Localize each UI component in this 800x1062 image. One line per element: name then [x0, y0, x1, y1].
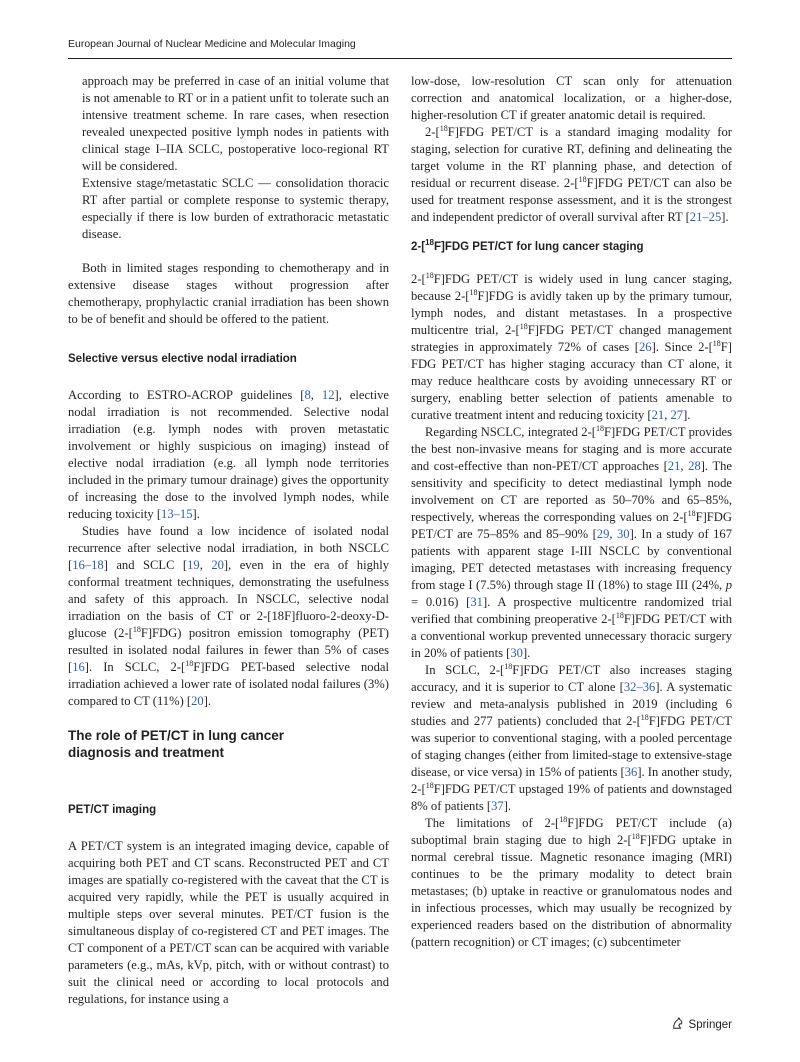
text: According to ESTRO-ACROP guidelines [	[68, 388, 305, 402]
section-heading: Selective versus elective nodal irradiation	[68, 353, 297, 365]
paragraph	[411, 424, 732, 662]
text: Regarding NSCLC, integrated 2-[	[425, 425, 596, 439]
text: ,	[310, 388, 322, 402]
text: low-dose, low-resolution CT scan only for attenuation correction and anatomical localization, or a higher-dose, higher-resolution CT if greater anatomic detail is required.	[411, 74, 732, 122]
publisher-name: Springer	[688, 1018, 732, 1031]
text: F]FDG PET/CT are 75–85% and 85–90% [	[411, 510, 732, 541]
section-heading	[411, 240, 732, 255]
text: F]FDG PET/CT include (a) suboptimal brain staging due to high 2-[	[411, 816, 732, 847]
text: ]. In a study of 167 patients with apparent stage I-III NSCLC by conventional imaging, PET detected metastases with increasing frequency from stage I (7.5%) through stage II (18%) to stage III (24%,	[411, 527, 733, 592]
superscript: 18	[439, 124, 448, 133]
text: = 0.016) [	[411, 595, 471, 609]
text: The limitations of 2-[	[425, 816, 560, 830]
paragraph	[68, 387, 389, 523]
spacer	[411, 226, 732, 240]
superscript: 18	[425, 781, 434, 790]
text: In SCLC, 2-[	[425, 663, 505, 677]
left-column	[68, 73, 389, 1008]
superscript: 18	[712, 339, 721, 348]
text: F]FDG PET/CT was superior to conventional staging, with a pooled percentage of staging changes (either from limited-stage to extensive-stage disease, or vice versa) in 15% of patients [	[411, 714, 732, 779]
paragraph	[411, 662, 732, 815]
citation-link[interactable]: 30	[617, 527, 630, 541]
superscript: 18	[640, 713, 649, 722]
paragraph	[411, 815, 732, 951]
publisher-footer	[671, 1016, 732, 1033]
text: ].	[192, 507, 200, 521]
citation-link[interactable]: 20	[191, 694, 204, 708]
citation-link[interactable]: 16	[72, 660, 85, 674]
citation-link[interactable]: 20	[211, 558, 224, 572]
text: approach may be preferred in case of an initial volume that is not amenable to RT or in a patient unfit to tolerate such an intensive treatment scheme. In rare cases, when resection revealed unexpected positive lymph nodes in patients with clinical stage I–IIA SCLC, postoperative loco-regional RT will be considered.	[82, 74, 389, 173]
paragraph	[68, 73, 389, 175]
text: 2-[	[411, 272, 426, 286]
superscript: 18	[559, 815, 568, 824]
text: F]FDG PET/CT with a conventional workup prevented unnecessary thoracic surgery in 20% of patients [	[411, 612, 732, 660]
text: F]FDG PET/CT upstaged 19% of patients and downstaged 8% of patients [	[411, 782, 732, 813]
superscript: 18	[469, 288, 478, 297]
superscript: 18	[615, 611, 624, 620]
text: ] and SCLC [	[103, 558, 188, 572]
text: Studies have found a low incidence of isolated nodal recurrence after selective nodal irradiation, in both NSCLC [	[68, 524, 389, 572]
citation-link[interactable]: 12	[321, 388, 335, 402]
spacer	[68, 818, 389, 838]
right-column	[411, 73, 732, 951]
text: F]FDG PET/CT can also be used for treatment response assessment, and it is the strongest and independent predictor of overall survival after RT [	[411, 176, 733, 224]
italic-p: p	[725, 578, 732, 592]
text: Both in limited stages responding to chemotherapy and in extensive disease stages without progression after chemotherapy, prophylactic cranial irradiation has been shown to be of benefit and should be offered to the patient.	[68, 261, 389, 326]
section-heading: The role of PET/CT in lung cancer diagnosis and treatment	[68, 728, 285, 760]
citation-link[interactable]: 37	[491, 799, 504, 813]
subsection-heading: PET/CT imaging	[68, 804, 157, 816]
text: F]FDG) positron emission tomography (PET) resulted in isolated nodal failures in fewer than 5% of cases [	[68, 626, 389, 674]
text: ], elective nodal irradiation is not recommended. Selective nodal irradiation (e.g. lymph nodes with proven metastatic involvement or highly suspicious on imaging) instead of elective nodal irradiation (e.g. all lymph node territories included in the primary tumour drainage) gives the opportunity of increasing the dose to the involved lymph nodes, while reducing toxicity [	[68, 388, 390, 521]
text: F]FDG PET/CT is a standard imaging modality for staging, selection for curative RT, defining and delineating the target volume in the RT planning phase, and detection of residual or recurrent disease. 2-[	[411, 125, 732, 190]
text: ]. Since 2-[	[651, 340, 713, 354]
citation-link[interactable]: 31	[470, 595, 483, 609]
text: ]. In SCLC, 2-[	[84, 660, 186, 674]
text: F] FDG PET/CT has higher staging accuracy than CT alone, it may reduce healthcare costs by avoiding unnecessary RT or surgery, enabling better selection of patients amenable to curative treatment intent and reducing toxicity [	[411, 340, 732, 422]
superscript: 18	[504, 662, 513, 671]
paragraph	[411, 124, 732, 226]
text: ].	[721, 210, 729, 224]
citation-link[interactable]: 36	[624, 765, 638, 779]
citation-link[interactable]: 21	[651, 408, 665, 422]
paragraph	[68, 260, 389, 328]
spacer	[411, 255, 732, 271]
citation-link[interactable]: 13–15	[161, 507, 193, 521]
text: F]FDG PET/CT changed management strategies in approximately 72% of cases [	[411, 323, 732, 354]
text: ,	[199, 558, 212, 572]
text: ], even in the era of highly conformal treatment techniques, demonstrating the usefulness and safety of this approach. In NSCLC, selective nodal irradiation on the basis of CT or 2-[18F]fluoro-2-deoxy-D-glucose (2-[	[68, 558, 389, 640]
citation-link[interactable]: 32–36	[623, 680, 656, 694]
paragraph	[68, 838, 389, 1008]
citation-link[interactable]: 29	[596, 527, 610, 541]
citation-link[interactable]: 27	[670, 408, 684, 422]
text: F]FDG is avidly taken up by the primary tumour, lymph nodes, and distant metastases. In a prospective multicentre trial, 2-[	[411, 289, 732, 337]
text: ]. A prospective multicentre randomized trial verified that combining preoperative 2-[	[411, 595, 732, 626]
text: ]. A systematic review and meta-analysis published in 2019 (including 6 studies and 277 patients) concluded that 2-[	[411, 680, 732, 728]
paragraph	[68, 523, 389, 710]
text: ,	[664, 408, 671, 422]
text: ]. In another study, 2-[	[411, 765, 732, 796]
spacer	[68, 328, 389, 352]
citation-link[interactable]: 21–25	[689, 210, 722, 224]
superscript: 18	[132, 625, 141, 634]
citation-link[interactable]: 8	[304, 388, 311, 402]
citation-link[interactable]: 28	[688, 459, 701, 473]
paragraph	[68, 175, 389, 243]
text: A PET/CT system is an integrated imaging device, capable of acquiring both PET and CT scans. Reconstructed PET and CT images are spatially co-registered with the caveat that the CT is acquired very rapidly, while the PET is usually acquired in multiple steps over several minutes. PET/CT fusion is the simultaneous display of co-registered CT and PET images. The CT component of a PET/CT scan can be acquired with variable parameters (e.g., mAs, kVp, pitch, with or without contrast) to suit the clinical need or according to local protocols and regulations, for instance using a	[68, 839, 389, 1006]
text: ].	[503, 799, 512, 813]
superscript: 18	[425, 271, 434, 280]
spacer	[68, 710, 389, 727]
header-rule	[68, 58, 732, 59]
superscript: 18	[687, 509, 696, 518]
citation-link[interactable]: 30	[510, 646, 523, 660]
citation-link[interactable]: 21	[667, 459, 681, 473]
text: ].	[683, 408, 691, 422]
text: F]FDG PET-based selective nodal irradiation achieved a lower rate of isolated nodal failures (3%) compared to CT (11%) [	[68, 660, 389, 708]
superscript: 18	[578, 175, 587, 184]
text: 2-[	[411, 241, 426, 253]
paragraph	[411, 73, 732, 124]
superscript: 18	[425, 238, 434, 247]
text: ].	[522, 646, 531, 660]
citation-link[interactable]: 16–18	[72, 558, 104, 572]
springer-horse-icon	[671, 1016, 685, 1033]
text: 2-[	[425, 125, 440, 139]
text: F]FDG PET/CT for lung cancer staging	[433, 241, 644, 253]
text: ].	[203, 694, 212, 708]
superscript: 18	[595, 424, 604, 433]
spacer	[68, 367, 389, 387]
text: F]FDG uptake in normal cerebral tissue. Magnetic resonance imaging (MRI) continues to be the primary modality to detect brain metastases; (b) uptake in reactive or granulomatous nodes and in infectious processes, which may usually be recognized by experienced readers based on the distribution of abnormality (pattern recognition) or CT images; (c) subcentimeter	[411, 833, 732, 949]
text: ]. The sensitivity and specificity to detect mediastinal lymph node involvement on CT are reported as 50–70% and 65–85%, respectively, whereas the corresponding values on 2-[	[411, 459, 733, 524]
paragraph	[411, 271, 732, 424]
text: F]FDG PET/CT is widely used in lung cancer staging, because 2-[	[411, 272, 732, 303]
text: ,	[680, 459, 689, 473]
text: F]FDG PET/CT also increases staging accuracy, and it is superior to CT alone [	[411, 663, 732, 694]
text: ,	[609, 527, 617, 541]
text: Extensive stage/metastatic SCLC — consolidation thoracic RT after partial or complete response to systemic therapy, especially if there is low burden of extrathoracic metastatic disease.	[82, 176, 389, 241]
superscript: 18	[185, 659, 194, 668]
superscript: 18	[519, 322, 528, 331]
spacer	[68, 761, 389, 803]
citation-link[interactable]: 19	[187, 558, 200, 572]
journal-header: European Journal of Nuclear Medicine and Molecular Imaging	[68, 38, 356, 50]
citation-link[interactable]: 26	[639, 340, 652, 354]
text: F]FDG PET/CT provides the best non-invasive means for staging and is more accurate and cost-effective than non-PET/CT approaches [	[411, 425, 732, 473]
spacer	[68, 243, 389, 260]
superscript: 18	[631, 832, 640, 841]
